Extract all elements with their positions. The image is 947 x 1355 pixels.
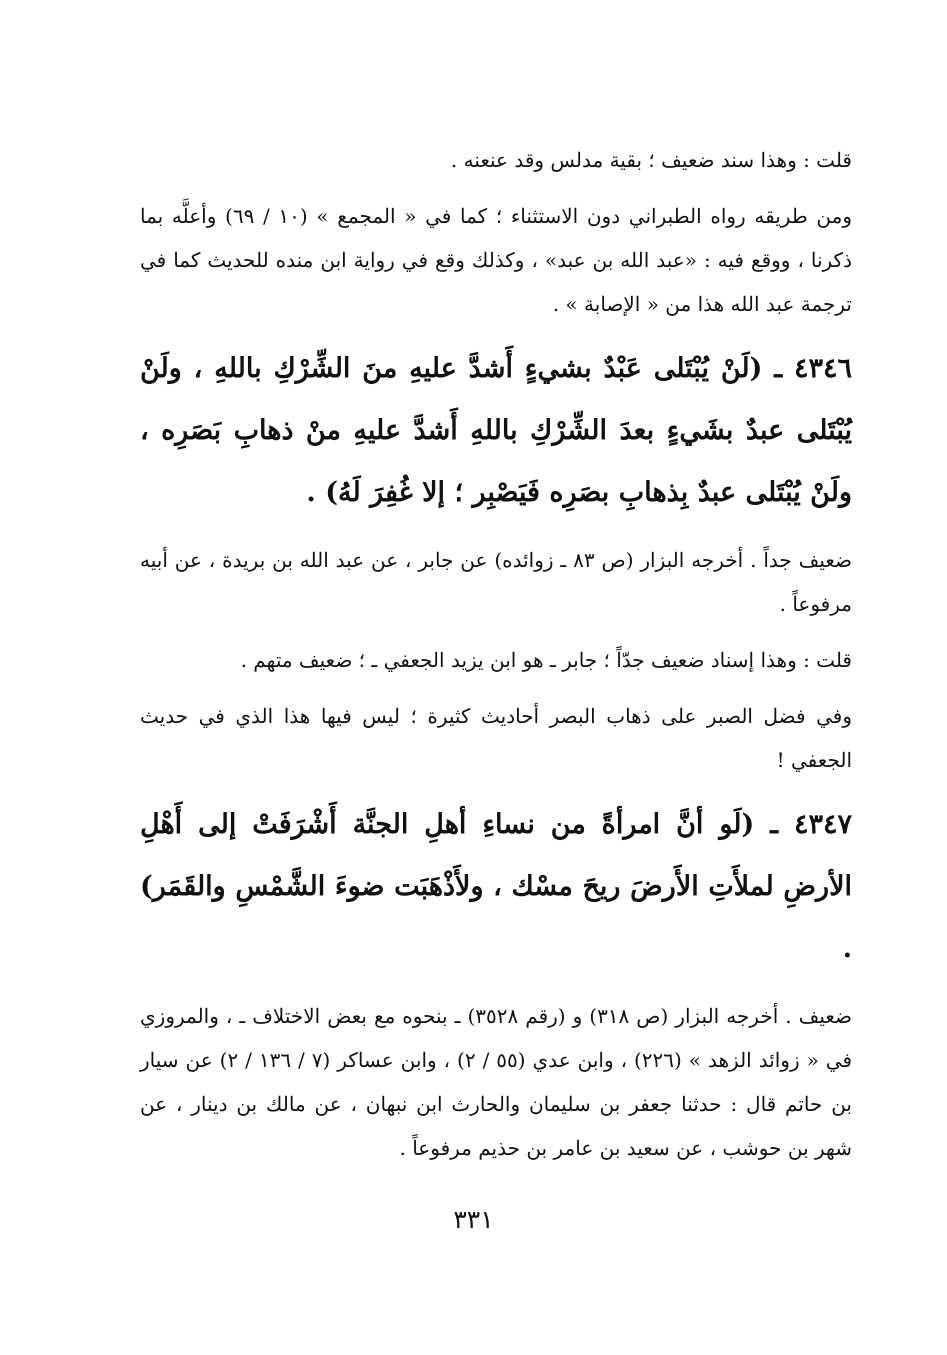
page-number: ٣٣١ bbox=[453, 1205, 494, 1234]
takhrij-paragraph: ضعيف جداً . أخرجه البزار (ص ٨٣ ـ زوائده) عن جابر ، عن عبد الله بن بريدة ، عن أبيه مرفوعاً . bbox=[140, 548, 853, 616]
note-paragraph: قلت : وهذا إسناد ضعيف جدّاً ؛ جابر ـ هو ابن يزيد الجعفي ـ ؛ ضعيف متهم . bbox=[240, 648, 852, 672]
hadith-text: ٤٣٤٦ ـ (لَنْ يُبْتَلى عَبْدٌ بشيءٍ أَشدَّ عليهِ منَ الشِّرْكِ باللهِ ، ولَنْ يُبْتَلى عبدٌ بشَيءٍ بعدَ الشِّرْكِ باللهِ أَشدَّ عليهِ منْ ذهابِ بَصَرِه ، ولَنْ يُبْتَلى عبدٌ بِذهابِ بصَرِه فَيَصْبِر ؛ إلا غُفِرَ لَهُ) . bbox=[140, 353, 852, 508]
page-body bbox=[140, 138, 852, 1182]
takhrij-paragraph: ضعيف . أخرجه البزار (ص ٣١٨) و (رقم ٣٥٢٨) ـ بنحوه مع بعض الاختلاف ـ ، والمروزي في « زوائد الزهد » (٢٢٦) ، وابن عدي (٥٥ / ٢) ، وابن عساكر (٧ / ١٣٦ / ٢) عن سيار بن حاتم قال : حدثنا جعفر بن سليمان والحارث ابن نبهان ، عن مالك بن دينار ، عن شهر بن حوشب ، عن سعيد بن عامر بن حذيم مرفوعاً . bbox=[140, 1004, 853, 1160]
note-paragraph: وفي فضل الصبر على ذهاب البصر أحاديث كثيرة ؛ ليس فيها هذا الذي في حديث الجعفي ! bbox=[140, 704, 852, 772]
note-paragraph: ومن طريقه رواه الطبراني دون الاستثناء ؛ كما في « المجمع » (١٠ / ٦٩) وأعلَّه بما ذكرنا ، ووقع فيه : «عبد الله بن عبد» ، وكذلك وقع في رواية ابن منده للحديث كما في ترجمة عبد الله هذا من « الإصابة » . bbox=[140, 204, 852, 316]
hadith-text: ٤٣٤٧ ـ (لَو أنَّ امرأةً من نساءِ أهلِ الجنَّة أَشْرَفَتْ إلى أَهْلِ الأرضِ لملأَتِ الأَرضَ ريحَ مسْك ، ولأَذْهَبَت ضوءَ الشَّمْسِ والقَمَر) . bbox=[140, 809, 852, 964]
note-paragraph: قلت : وهذا سند ضعيف ؛ بقية مدلس وقد عنعنه . bbox=[450, 148, 852, 172]
